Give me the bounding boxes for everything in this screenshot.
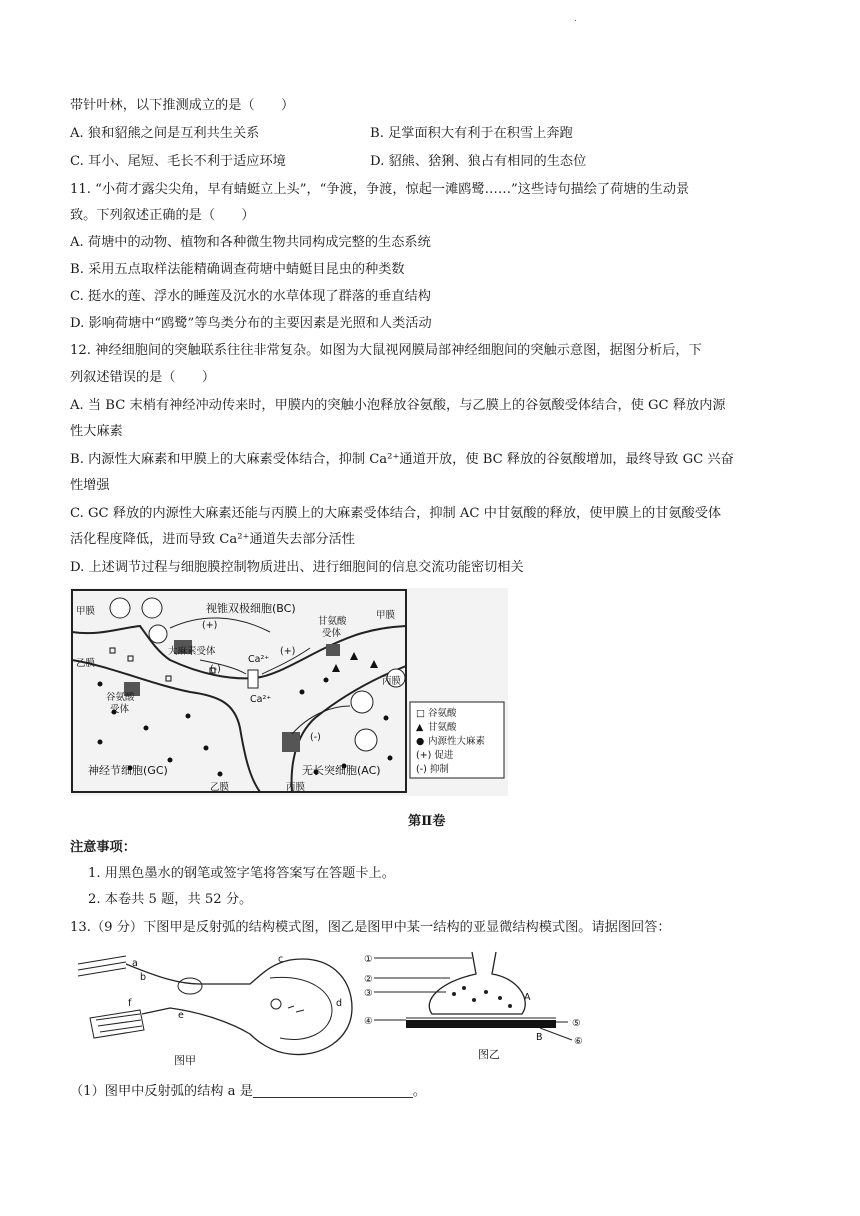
label-e: e (178, 1010, 184, 1021)
vesicle-1 (110, 598, 130, 618)
label-jia-left: 甲膜 (76, 606, 96, 617)
legend-sym-0: □ (416, 708, 425, 719)
q10-option-a[interactable]: A. 狼和貂熊之间是互利共生关系 (70, 126, 260, 141)
label-bing-bottom: 丙膜 (286, 782, 306, 793)
label-gc: 神经节细胞(GC) (88, 764, 168, 777)
spinal-gray-matter (270, 977, 332, 1039)
q11-stem-line-1: 11. “小荷才露尖尖角，早有蜻蜓立上头”，“争渡，争渡，惊起一滩鸥鹭……”这些诗句描绘了荷塘的生动景 (70, 182, 690, 197)
q13-stem: 13.（9 分）下图甲是反射弧的结构模式图，图乙是图甲中某一结构的亚显微结构模式图。请据图回答： (70, 920, 671, 935)
q10-stem-tail: 带针叶林，以下推测成立的是（ ） (70, 98, 295, 113)
q11-option-a[interactable]: A. 荷塘中的动物、植物和各种微生物共同构成完整的生态系统 (70, 235, 431, 250)
q10-option-c[interactable]: C. 耳小、尾短、毛长不利于适应环境 (70, 154, 286, 169)
label-bing-right: 丙膜 (382, 676, 402, 687)
postsynaptic-membrane (406, 1020, 556, 1028)
q13-sub1-text: （1）图甲中反射弧的结构 a 是 (70, 1084, 253, 1099)
page-mark: . (574, 14, 577, 24)
q12-option-d[interactable]: D. 上述调节过程与细胞膜控制物质进出、进行细胞间的信息交流功能密切相关 (70, 560, 524, 575)
label-minus-2: (-) (310, 732, 321, 743)
section-2-title: 第Ⅱ卷 (408, 814, 446, 829)
muscle-fibers (96, 1014, 142, 1032)
label-6: ⑥ (574, 1036, 583, 1047)
q10-option-row-1 (70, 124, 790, 144)
q11-option-b[interactable]: B. 采用五点取样法能精确调查荷塘中蜻蜓目昆虫的种类数 (70, 262, 405, 277)
label-cb-receptor: 大麻素受体 (168, 646, 216, 657)
label-1: ① (364, 954, 373, 965)
ganglion (178, 978, 202, 994)
receptor-lines (78, 956, 126, 976)
synapse-c (271, 999, 281, 1009)
label-a: a (132, 958, 138, 969)
reflex-arc-figure (70, 948, 360, 1072)
label-ac: 无长突细胞(AC) (302, 764, 381, 777)
vesicle-4 (351, 691, 373, 713)
caption-yi: 图乙 (478, 1048, 500, 1061)
caption-jia: 图甲 (174, 1054, 196, 1067)
glycine-receptor (326, 644, 340, 656)
synapse-diagram (70, 588, 508, 796)
q12-option-b-line-2[interactable]: 性增强 (70, 478, 110, 493)
legend-label-3: (+) 促进 (416, 750, 454, 761)
notice-title: 注意事项： (70, 840, 136, 855)
label-c: c (278, 954, 284, 965)
legend-label-1: 甘氨酸 (428, 722, 457, 733)
vesicle-2 (142, 598, 162, 618)
q12-option-a-line-1[interactable]: A. 当 BC 末梢有神经冲动传来时，甲膜内的突触小泡释放谷氨酸，与乙膜上的谷氨酸受体结合，使 GC 释放内源 (70, 398, 726, 413)
label-d: d (336, 998, 343, 1009)
label-yi-left: 乙膜 (76, 658, 96, 669)
ac-receptor (282, 732, 300, 752)
label-B: B (536, 1032, 543, 1043)
q12-option-b-line-1[interactable]: B. 内源性大麻素和甲膜上的大麻素受体结合，抑制 Ca²⁺通道开放，使 BC 释放的谷氨酸增加，最终导致 GC 兴奋 (70, 452, 734, 467)
q10-option-d[interactable]: D. 貂熊、猞猁、狼占有相同的生态位 (370, 154, 587, 169)
q11-option-c[interactable]: C. 挺水的莲、浮水的睡莲及沉水的水草体现了群落的垂直结构 (70, 289, 431, 304)
label-plus-1: (+) (202, 620, 218, 631)
legend-label-0: 谷氨酸 (428, 708, 457, 719)
ca-channel (248, 670, 258, 688)
reflex-arc-path (126, 959, 352, 1054)
label-plus-2: (+) (280, 646, 296, 657)
synaptic-vesicles (452, 986, 512, 1008)
label-2: ② (364, 974, 373, 985)
label-4: ④ (364, 1016, 373, 1027)
legend-sym-2: ● (416, 736, 425, 747)
notice-1: 1. 用黑色墨水的钢笔或签字笔将答案写在答题卡上。 (88, 866, 395, 881)
label-glu-receptor: 谷氨酸 (106, 692, 135, 703)
label-glu-receptor-2: 受体 (110, 704, 130, 715)
label-ca-1: Ca²⁺ (248, 654, 270, 665)
label-gly-receptor: 甘氨酸 (318, 616, 347, 627)
q12-stem-line-2: 列叙述错误的是（ ） (70, 370, 216, 385)
legend-label-2: 内源性大麻素 (428, 736, 486, 747)
label-5: ⑤ (572, 1018, 581, 1029)
q11-stem-line-2: 致。下列叙述正确的是（ ） (70, 208, 255, 223)
label-b: b (140, 972, 147, 983)
q12-stem-line-1: 12. 神经细胞间的突触联系往往非常复杂。如图为大鼠视网膜局部神经细胞间的突触示意图，据图分析后，下 (70, 343, 702, 358)
synapse-ultrastructure-figure (360, 948, 600, 1072)
q12-option-c-line-1[interactable]: C. GC 释放的内源性大麻素还能与丙膜上的大麻素受体结合，抑制 AC 中甘氨酸的释放，使甲膜上的甘氨酸受体 (70, 506, 722, 521)
q13-sub1-end: 。 (412, 1084, 427, 1099)
q12-option-a-line-2[interactable]: 性大麻素 (70, 424, 123, 439)
q10-option-b[interactable]: B. 足掌面积大有利于在积雪上奔跑 (370, 126, 573, 141)
label-A: A (524, 992, 531, 1003)
label-yi-bottom: 乙膜 (210, 782, 230, 793)
vesicle-5 (355, 729, 377, 751)
label-3: ③ (364, 988, 373, 999)
q13-sub1 (70, 1082, 426, 1102)
label-ca-2: Ca²⁺ (250, 694, 272, 705)
label-minus-1: (-) (210, 664, 221, 675)
notice-2: 2. 本卷共 5 题，共 52 分。 (88, 892, 253, 907)
q11-option-d[interactable]: D. 影响荷塘中“鸥鹭”等鸟类分布的主要因素是光照和人类活动 (70, 316, 432, 331)
legend-label-4: (-) 抑制 (416, 764, 449, 775)
legend-sym-1: ▲ (416, 722, 424, 733)
q12-option-c-line-2[interactable]: 活化程度降低，进而导致 Ca²⁺通道失去部分活性 (70, 532, 355, 547)
label-jia-right: 甲膜 (376, 610, 396, 621)
central-canal (288, 1006, 304, 1012)
label-bc: 视锥双极细胞(BC) (206, 602, 296, 615)
label-f: f (128, 998, 132, 1009)
vesicle-3 (149, 625, 167, 643)
q10-option-row-2 (70, 152, 790, 172)
q13-sub1-answer-blank[interactable] (253, 1083, 413, 1098)
label-gly-receptor-2: 受体 (322, 628, 342, 639)
